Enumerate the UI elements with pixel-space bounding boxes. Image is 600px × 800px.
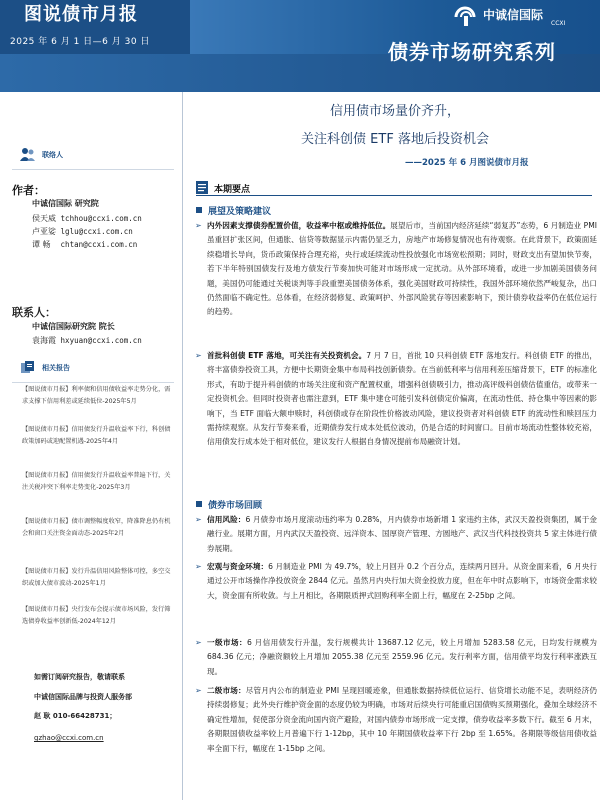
paragraph-body: 7 月 7 日，首批 10 只科创债 ETF 落地发行。科创债 ETF 的推出，将丰富债券投资工具，方便中长期资金集中布局科技创新债券。在当前低利率与信用利差压缩背景下，ETF 的标准化形式，有助于提升科创债的市场关注度和资产配置权重，增强科创债吸引力，推动高评级科创债估值重估，或带来一定投资机会。但同时投资者也需注意到，ETF 集中建仓可能引发科创债定价偏离，在流动性低、持仓集中等因素的影响下，当 ETF 面临大额申赎时，科创债或存在阶段性价格波动风险，建议投资者对科创债 ETF 的流动性和赎回压力需持续观察。从发行节奏来看，近期债券发行成本处低位波动，仍是合适的时间窗口。目前市场流动性整体较充裕，信用债发行成本处于相对低位，建议发行人根据自身情况提前布局融资计划。 <box>207 351 597 447</box>
summary-book-icon <box>196 181 208 194</box>
contacts-heading: 联系人： <box>12 306 56 319</box>
author-row <box>32 226 133 237</box>
logo-mark-icon <box>453 6 479 28</box>
company-logo <box>453 4 593 32</box>
section-title: 展望及策略建议 <box>208 207 272 217</box>
contact-label: 联络人 <box>42 151 63 159</box>
related-report-link[interactable]: 【图说债市月报】信用债发行升温收益率普遍下行，关注关税冲突下利率走势变化-2025年3月 <box>22 472 171 491</box>
paragraph-body: 展望后市，当前国内经济延续“弱复苏”态势，6 月制造业 PMI 虽重回扩张区间，但通胀、信贷等数据显示内需仍显乏力，房地产市场修复情况也有待观察。在此背景下，政策面延续稳增长导向，货币政策保持合理充裕，央行或延续流动性投放强化市场宽松预期；同时，财政支出有望加快节奏，若下半年特别国债发行及地方债发行节奏加快可能对市场形成一定扰动。从外部环境看，或进一步加剧美国债务问题，美国仍可能通过关税谈判等手段重塑美国债务体系，强化美国财政可持续性，我国外部环境依然严峻复杂，出口仍然面临不确定性。总体看，在经济弱修复、政策呵护、外部风险犹存等因素影响下，预计债券收益率仍在低位运行的趋势。 <box>207 221 597 317</box>
left-sidebar <box>0 92 182 800</box>
main-subtitle: ——2025 年 6 月图说债市月报 <box>405 158 529 168</box>
contact-email: hxyuan@ccxi.com.cn <box>60 336 142 345</box>
section-heading <box>196 498 262 511</box>
subscribe-email[interactable]: gzhao@ccxi.com.cn <box>34 734 104 742</box>
report-title: 图说债市月报 <box>24 4 138 25</box>
section-title: 债券市场回顾 <box>208 501 263 511</box>
section-heading <box>196 204 271 217</box>
contact-person-icon <box>20 147 36 161</box>
divider <box>12 169 174 170</box>
paragraph-lead: 信用风险： <box>207 515 246 524</box>
divider <box>196 195 592 196</box>
contact-row <box>32 335 142 346</box>
contact-name: 袁海霞 <box>32 336 56 345</box>
related-report-link[interactable]: 【图说债市月报】信用债发行升温收益率下行，科创债政策加码或迎配置机遇-2025年4月 <box>22 426 171 445</box>
related-report-link[interactable]: 【图说债市月报】发行升温信用风险整体可控，多空交织或加大债市波动-2025年1月 <box>22 568 171 587</box>
paragraph-lead: 二级市场： <box>207 686 246 695</box>
subscribe-dept: 中诚信国际品牌与投资人服务部 <box>34 693 132 701</box>
summary-paragraph <box>195 560 597 603</box>
author-org: 中诚信国际 研究院 <box>32 199 99 208</box>
arrow-bullet-icon: ➢ <box>195 515 202 524</box>
main-title-line1: 信用债市场量价齐升， <box>329 104 460 119</box>
paragraph-body: 6 月制造业 PMI 为 49.7%，较上月回升 0.2 个百分点，连续两月回升。从资金面来看，6 月央行通过公开市场操作净投放资金 2844 亿元。虽然月内央行加大资金投放力度，但在年中时点影响下，市场资金需求较大，资金面有所收敛。与上月相比，各期限质押式回购利率全面上行，幅度在 2-25bp 之间。 <box>207 562 597 600</box>
paragraph-body: 6 月信用债发行升温，发行规模共计 13687.12 亿元，较上月增加 5283.58 亿元，日均发行规模为 684.36 亿元；净融资额较上月增加 2055.38 亿元至 2559.96 亿元。发行利率方面，信用债平均发行利率涨跌互现。 <box>207 638 597 676</box>
paragraph-lead: 一级市场： <box>207 638 247 647</box>
summary-heading: 本期要点 <box>214 185 251 195</box>
paragraph-body: 6 月债券市场月度滚动违约率为 0.28%，月内债券市场新增 1 家违约主体，武汉天盈投资集团，属于金融行业。展期方面，月内武汉天盈投资、远洋资本、国厚资产管理、方圆地产、武汉当代科技投资共 5 家主体进行债券展期。 <box>207 515 598 553</box>
author-row <box>32 239 137 250</box>
author-email: tchhou@ccxi.com.cn <box>60 214 142 223</box>
related-report-link[interactable]: 【图说债市月报】债市调整幅度收窄，降准降息仍有机会和窗口关注资金面动态-2025年2月 <box>22 518 171 537</box>
paragraph-lead: 宏观与资金环境： <box>207 562 269 571</box>
subscribe-line: 如需订阅研究报告，敬请联系 <box>34 673 125 681</box>
paragraph-body: 尽管月内公布的制造业 PMI 呈现回暖迹象，但通胀数据持续低位运行、信贷增长动能不足，表明经济仍持续弱修复；此外央行维护资金面的态度仍较为明确，市场对后续央行可能重启国债购买预期强化，叠加全球经济不确定性增加，促使部分资金流向国内资产避险，对国内债券市场形成一定支撑，债券收益率多数下行。截至 6 月末，各期限国债收益率较上月普遍下行 1-12bp，其中 10 年期国债收益率下行 2bp 至 1.65%。各期限等级信用债收益率全面下行，幅度在 1-15bp 之间。 <box>207 686 597 753</box>
author-name: 谭 畅 <box>32 240 51 249</box>
section-marker-icon <box>196 207 202 213</box>
series-title: 债券市场研究系列 <box>388 40 556 64</box>
summary-paragraph <box>195 219 597 320</box>
author-email: lglu@ccxi.com.cn <box>60 227 133 236</box>
related-report-link[interactable]: 【图说债市月报】利率债和信用债收益率走势分化，需求支撑下信用利差或延续低位-2025年5月 <box>22 386 171 405</box>
date-range: 2025 年 6 月 1 日—6 月 30 日 <box>10 37 150 47</box>
contact-label-box <box>12 147 172 167</box>
arrow-bullet-icon: ➢ <box>195 221 202 230</box>
contacts-org: 中诚信国际研究院 院长 <box>32 322 115 331</box>
related-report-link[interactable]: 【图说债市月报】央行发布会提示债市场风险，发行筛选债券收益率创新低-2024年12月 <box>22 606 171 625</box>
summary-header <box>196 181 592 195</box>
summary-paragraph <box>195 349 597 450</box>
author-row <box>32 213 142 224</box>
related-label: 相关报告 <box>42 364 70 372</box>
document-stack-icon <box>20 360 36 374</box>
paragraph-lead: 首批科创债 ETF 落地，可关注有关投资机会。 <box>207 351 367 360</box>
related-reports-box <box>12 360 174 380</box>
paragraph-lead: 内外因素支撑债券配置价值，收益率中枢或维持低位。 <box>207 221 391 230</box>
logo-name: 中诚信国际 <box>483 8 544 22</box>
arrow-bullet-icon: ➢ <box>195 351 202 360</box>
section-marker-icon <box>196 501 202 507</box>
summary-paragraph <box>195 636 597 679</box>
arrow-bullet-icon: ➢ <box>195 638 202 647</box>
logo-en: CCXI <box>551 20 566 27</box>
header-title-block <box>0 0 190 54</box>
summary-paragraph <box>195 513 598 556</box>
divider <box>12 382 174 383</box>
summary-paragraph <box>195 684 597 756</box>
author-name: 卢亚娑 <box>32 227 56 236</box>
authors-heading: 作者： <box>12 184 45 197</box>
column-divider <box>182 92 183 800</box>
arrow-bullet-icon: ➢ <box>195 686 202 695</box>
author-name: 侯天威 <box>32 214 56 223</box>
author-email: chtan@ccxi.com.cn <box>60 240 138 249</box>
main-title-line2: 关注科创债 ETF 落地后投资机会 <box>301 132 489 147</box>
subscribe-contact: 赵 耿 010-66428731； <box>34 712 117 720</box>
arrow-bullet-icon: ➢ <box>195 562 202 571</box>
